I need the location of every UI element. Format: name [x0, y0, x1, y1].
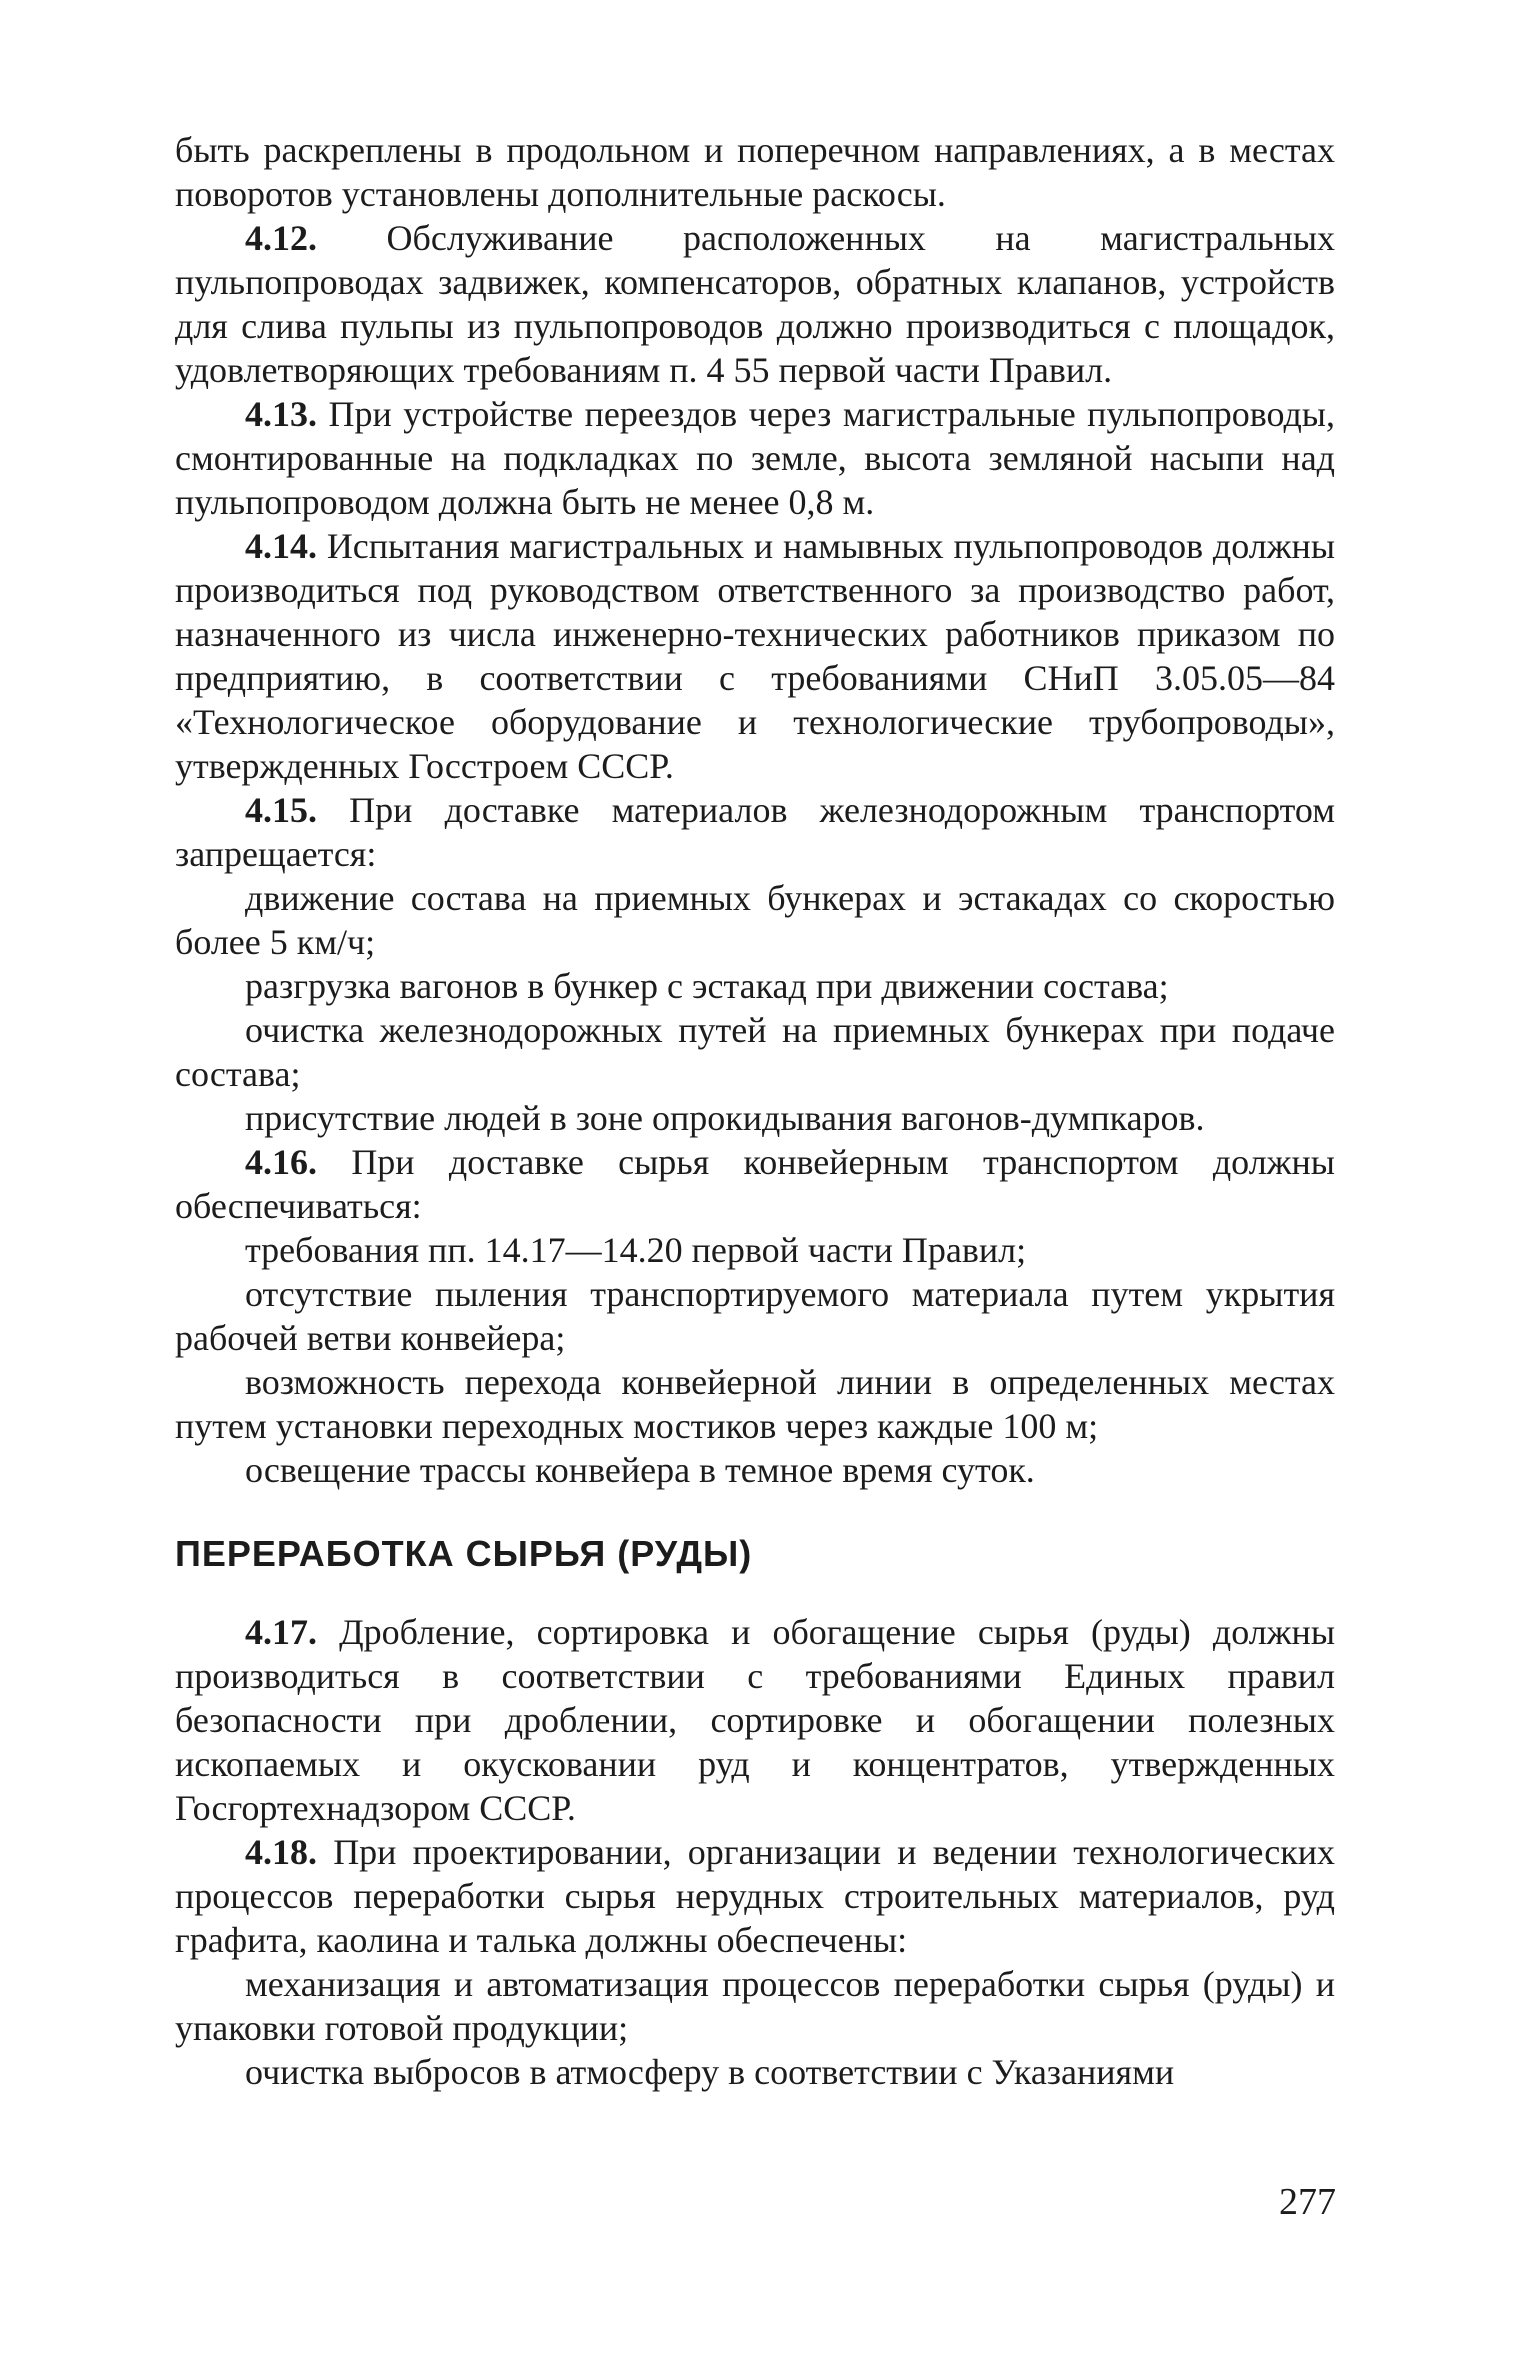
section-number: 4.18. [245, 1832, 317, 1872]
section-4-14 [175, 524, 1335, 788]
section-text: Обслуживание расположенных на магистральных пульпопроводах задвижек, компенсаторов, обратных клапанов, устройств для слива пульпы из пульпопроводов должно производиться с площадок, удовлетворяющих требованиям п. 4 55 первой части Правил. [175, 218, 1336, 390]
page-number: 277 [1279, 2181, 1336, 2223]
section-4-16 [175, 1140, 1335, 1228]
section-text: При устройстве переездов через магистральные пульпопроводы, смонтированные на подкладках по земле, высота земляной насыпи над пульпопроводом должна быть не менее 0,8 м. [175, 394, 1335, 522]
section-number: 4.15. [245, 790, 317, 830]
list-item: отсутствие пыления транспортируемого материала путем укрытия рабочей ветви конвейера; [175, 1274, 1335, 1358]
list-item: разгрузка вагонов в бункер с эстакад при движении состава; [245, 966, 1169, 1006]
intro-paragraph: быть раскреплены в продольном и поперечном направлениях, а в местах поворотов установлены дополнительные раскосы. [175, 130, 1335, 214]
list-item: очистка выбросов в атмосферу в соответствии с Указаниями [245, 2052, 1175, 2092]
section-text: При доставке материалов железнодорожным транспортом запрещается: [175, 790, 1335, 874]
list-item: возможность перехода конвейерной линии в определенных местах путем установки переходных мостиков через каждые 100 м; [175, 1362, 1335, 1446]
list-item: присутствие людей в зоне опрокидывания вагонов-думпкаров. [245, 1098, 1205, 1138]
list-item: освещение трассы конвейера в темное время суток. [245, 1450, 1035, 1490]
section-text: При доставке сырья конвейерным транспортом должны обеспечиваться: [175, 1142, 1335, 1226]
section-4-17 [175, 1610, 1335, 1830]
section-text: При проектировании, организации и ведении технологических процессов переработки сырья нерудных строительных материалов, руд графита, каолина и талька должны обеспечены: [175, 1832, 1336, 1960]
section-number: 4.16. [245, 1142, 317, 1182]
section-number: 4.14. [245, 526, 317, 566]
section-number: 4.12. [245, 218, 317, 258]
section-4-13 [175, 392, 1335, 524]
section-heading: ПЕРЕРАБОТКА СЫРЬЯ (РУДЫ) [175, 1533, 753, 1574]
list-item: движение состава на приемных бункерах и эстакадах со скоростью более 5 км/ч; [175, 878, 1335, 962]
section-4-15 [175, 788, 1335, 876]
list-item: очистка железнодорожных путей на приемных бункерах при подаче состава; [175, 1010, 1335, 1094]
section-4-12 [175, 216, 1335, 392]
list-item: механизация и автоматизация процессов переработки сырья (руды) и упаковки готовой продукции; [175, 1964, 1335, 2048]
document-page [175, 128, 1335, 2094]
list-item: требования пп. 14.17—14.20 первой части Правил; [245, 1230, 1027, 1270]
section-4-18 [175, 1830, 1335, 1962]
section-number: 4.13. [245, 394, 317, 434]
section-number: 4.17. [245, 1612, 317, 1652]
section-text: Дробление, сортировка и обогащение сырья (руды) должны производиться в соответствии с требованиями Единых правил безопасности при дроблении, сортировке и обогащении полезных ископаемых и окусковании руд и концентратов, утвержденных Госгортехнадзором СССР. [175, 1612, 1336, 1828]
section-text: Испытания магистральных и намывных пульпопроводов должны производиться под руководством ответственного за производство работ, назначенного из числа инженерно-технических работников приказом по предприятию, в соответствии с требованиями СНиП 3.05.05—84 «Технологическое оборудование и технологические трубопроводы», утвержденных Госстроем СССР. [175, 526, 1336, 786]
